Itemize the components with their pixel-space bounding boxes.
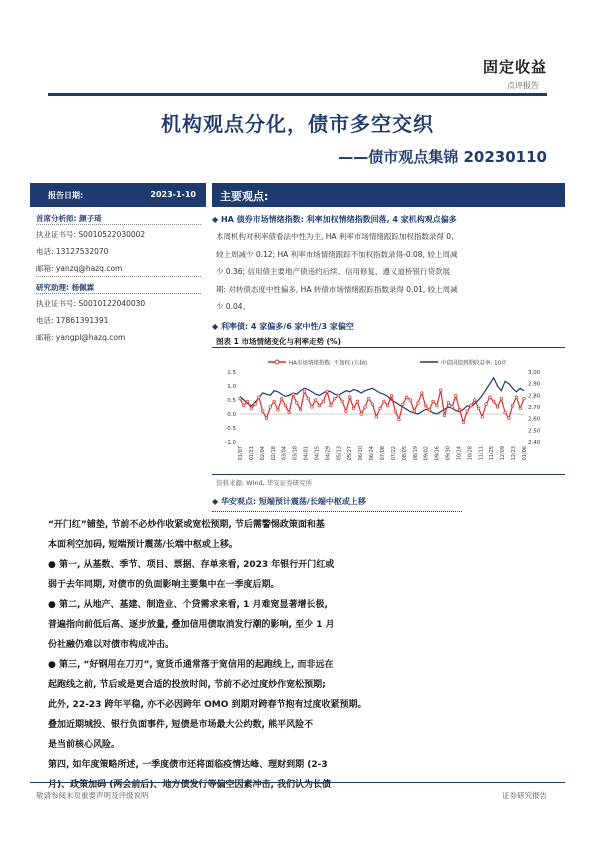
diamond-bullet-icon: ◆ [212,322,221,331]
sentiment-point [470,404,473,407]
sentiment-point [428,409,431,412]
left-axis-tick-label: -0.5 [225,426,236,432]
header-rule [48,93,547,96]
x-axis-tick-label: 01/06 [522,446,528,461]
sentiment-point [314,399,317,402]
right-axis-tick-label: 2.40 [528,440,541,446]
sentiment-point [523,397,526,400]
x-axis-tick-label: 12/23 [511,446,518,461]
sentiment-point [243,404,246,407]
x-axis-tick-label: 03/18 [292,446,299,461]
right-axis-tick-label: 2.60 [528,416,541,423]
x-axis-tick-label: 11/25 [489,446,496,461]
sentiment-point [239,397,242,400]
x-axis-tick-label: 05/27 [347,446,354,461]
left-axis-tick-label: 0.5 [227,398,236,404]
sentiment-point [466,410,469,413]
sentiment-point [345,410,348,413]
legend-label-yield: 中债国债到期收益率: 10年 [441,360,507,367]
analyst-license: 执业证书号: S0010522030002 [36,230,146,239]
sentiment-point [292,393,295,396]
sentiment-point [474,399,477,402]
x-axis-tick-label: 06/10 [358,446,365,461]
assistant-phone: 电话: 17861391391 [36,316,109,325]
x-axis-tick-label: 08/05 [401,446,408,461]
sentiment-point [269,406,272,409]
sentiment-point [413,410,416,413]
footer-report-type: 证券研究报告 [502,791,547,800]
sentiment-point [341,400,344,403]
report-date-bar [30,183,206,207]
right-axis-tick-label: 2.70 [528,405,541,411]
rates-bullet-heading: ◆ 利率债: 4 家偏多/6 家中性/3 家偏空 [212,322,354,331]
diamond-bullet-icon: ◆ [212,215,221,224]
left-axis-tick-label: -1.0 [225,440,236,446]
sentiment-point [511,404,514,407]
sentiment-point [250,407,253,410]
x-axis-tick-label: 12/09 [500,446,507,461]
sentiment-point [451,406,454,409]
x-axis-tick-label: 10/28 [467,446,474,461]
left-axis-tick-label: 1.0 [227,384,236,390]
sentiment-point [458,409,461,412]
sentiment-yield-chart [212,350,565,474]
sentiment-paragraph: 本周机构对利率债看法中性为主, HA 利率市场情绪跟踪加权指数录得 0, 较上周减少 0.12; HA 利率市场情绪跟踪不加权指数录得-0.08, 较上周减 少 0.36; 信用债主要地产债违约后续、信用修复、遵义道桥银行贷款展 期: 对转债态度中性偏多, HA 转债市场情绪跟踪指数录得 0.01, 较上周减 少 0.04。 [216,232,458,311]
chief-analyst: 首席分析师: 颜子琦 [36,214,102,223]
assistant-license: 执业证书号: S0010122040030 [36,299,146,308]
sentiment-point [284,404,287,407]
report-date-value: 2023-1-10 [150,190,196,199]
sentiment-point [322,400,325,403]
x-axis-tick-label: 02/04 [259,446,266,461]
figure-title: 图表 1 市场情绪变化与利率走势 (%) [216,337,341,346]
sentiment-point [447,402,450,405]
sentiment-point [303,390,306,393]
sentiment-point [417,402,420,405]
huaan-view-heading: ◆ 华安观点: 短端预计震荡/长端中枢或上移 [212,497,366,506]
sentiment-point [515,396,518,399]
sentiment-point [462,421,465,424]
figure-source: 资料来源: Wind, 华安证券研究所 [216,479,313,487]
figure-bottom-rule [212,474,565,475]
sentiment-point [299,409,302,412]
right-axis-tick-label: 3.00 [528,370,541,376]
sentiment-point [485,403,488,406]
sentiment-point [432,400,435,403]
sentiment-point [424,404,427,407]
document-type: 固定收益 [482,58,547,76]
legend-label-sentiment: HA市场情绪指数: 不加权 (左轴) [289,360,368,367]
sentiment-point [280,397,283,400]
sentiment-point [246,400,249,403]
x-axis-tick-label: 01/07 [238,446,244,461]
x-axis-tick-label: 09/02 [423,446,430,461]
sentiment-point [349,396,352,399]
sentiment-point [421,392,424,395]
sentiment-point [258,396,261,399]
sentiment-point [455,395,458,398]
research-assistant: 研究助理: 杨佩霖 [36,283,95,292]
sentiment-point [254,403,257,406]
figure-top-rule [212,347,565,348]
sentiment-point [288,411,291,414]
chart-legend [268,359,507,367]
sentiment-point [386,404,389,407]
x-axis-tick-label: 04/29 [325,446,332,461]
sentiment-point [330,404,333,407]
sentiment-point [318,404,321,407]
sentiment-point [360,413,363,416]
sentiment-point [519,407,522,410]
sentiment-point [352,407,355,410]
footer-disclaimer[interactable]: 敬请参阅末页重要声明及评级说明 [36,791,149,800]
right-axis-tick-label: 2.90 [528,381,541,388]
sentiment-point [311,406,314,409]
analyst-phone: 电话: 13127532070 [36,247,109,256]
sentiment-point [273,400,276,403]
x-axis-tick-label: 07/22 [390,446,397,461]
x-axis-tick-label: 05/13 [336,446,343,461]
left-axis-tick-label: 1.5 [227,370,236,376]
sentiment-point [367,397,370,400]
x-axis-tick-label: 03/04 [281,446,288,461]
sentiment-point [364,406,367,409]
x-axis-tick-label: 01/21 [248,446,255,461]
sentiment-bullet-heading: ◆ HA 债券市场情绪指数: 利率加权情绪指数回落, 4 家机构观点偏多 [212,215,457,224]
sentiment-point [409,399,412,402]
x-axis-tick-label: 08/19 [412,446,419,461]
right-axis-tick-label: 2.50 [528,428,541,435]
sidebar-divider [36,224,201,225]
sentiment-point [394,410,397,413]
sentiment-point [398,418,401,421]
footer-rule [30,782,565,783]
sidebar-divider [36,276,201,277]
chart-axes [225,370,540,460]
yield-line [240,378,524,414]
document-subtype: 点评报告 [507,81,539,90]
x-axis-tick-label: 07/08 [380,446,386,461]
sentiment-point [443,414,446,417]
sentiment-point [436,404,439,407]
sentiment-point [333,397,336,400]
x-axis-tick-label: 10/14 [456,446,463,461]
sentiment-point [496,406,499,409]
sentiment-point [261,410,264,413]
sentiment-point [405,396,408,399]
sentiment-point [504,411,507,414]
x-axis-tick-label: 11/11 [478,446,485,461]
x-axis-tick-label: 04/15 [314,446,321,461]
assistant-email[interactable]: 邮箱: yangpl@hazq.com [36,333,126,342]
sentiment-point [439,389,442,392]
sentiment-point [383,400,386,403]
page-subtitle: ——债市观点集锦 20230110 [338,148,547,166]
main-points-heading: 主要观点: [220,190,269,203]
sentiment-point [375,416,378,419]
sentiment-point [371,403,374,406]
sidebar-divider [36,293,201,294]
sentiment-point [265,417,268,420]
sentiment-point [489,396,492,399]
diamond-bullet-icon: ◆ [212,497,221,506]
yield-series [240,378,524,414]
sentiment-point [481,416,484,419]
sentiment-point [326,390,329,393]
report-date-label: 报告日期: [48,191,84,200]
x-axis-tick-label: 09/16 [434,446,441,461]
sentiment-point [277,409,280,412]
sentiment-point [477,407,480,410]
sentiment-point [337,395,340,398]
right-axis-tick-label: 2.80 [528,393,541,400]
huaan-heading-rule [212,511,462,512]
sentiment-point [307,397,310,400]
sentiment-point [508,417,511,420]
analyst-email[interactable]: 邮箱: yanzq@hazq.com [36,264,123,273]
sentiment-point [296,402,299,405]
sentiment-point [390,395,393,398]
huaan-view-body: “开门红”铺垫, 节前不必炒作收紧或宽松预期, 节后需警惕政策面和基 本面利空加码, 短端预计震荡/长端中枢或上移。 ● 第一, 从基数、季节、项目、票据、存单来看, 2023 年银行开门红或 弱于去年同期, 对债市的负面影响主要集中在一季度后期。 ● 第二, 从地产、基建、制造业、个贷需求来看, 1 月难宽显著增长极, 普遍指向前低后高、逐步放量, 叠加信用债取消发行潮的影响, 至少 1 月 份社融仍难以对债市构成冲击。 ● 第三, “好钢用在刀刃”, 宽货币通常落于宽信用的起跑线上, 而非远在 起跑线之前, 节后或是更合适的投放时间, 节前不必过度炒作宽松预期; 此外, 22-23 跨年平稳, 亦不必因跨年 OMO 到期对跨春节抱有过度收紧预期。 叠加近期城投、银行负面事件, 短债是市场最大公约数, 熊平风险不 是当前核心风险。 第四, 如年度策略所述, 一季度债市还将面临疫情达峰、理财到期 (2-3 月)、政策加码 (两会前后)、地方债发行等偏空因素冲击, 我们认为长债 [48,520,367,790]
sentiment-point [402,403,405,406]
x-axis-tick-label: 02/18 [270,446,277,461]
x-axis-tick-label: 04/01 [303,446,310,461]
sentiment-point [356,400,359,403]
page-title: 机构观点分化，债市多空交织 [161,112,434,136]
sentiment-point [500,397,503,400]
left-axis-tick-label: 0.0 [227,412,236,418]
sentiment-point [492,400,495,403]
x-axis-tick-label: 06/24 [369,446,376,461]
x-axis-tick-label: 09/30 [445,446,452,461]
sentiment-point [379,407,382,410]
